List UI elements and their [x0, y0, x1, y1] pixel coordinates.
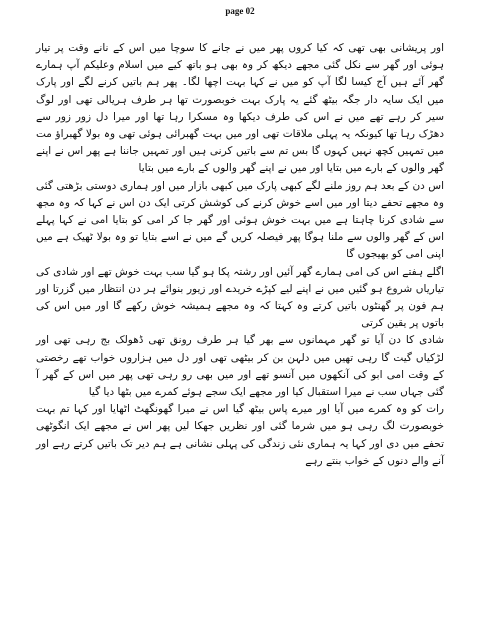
paragraph: رات کو وہ کمرے میں آیا اور میرے پاس بیٹھ گیا اس نے میرا گھونگھٹ اٹھایا اور کہا تم بہت خوبصورت لگ رہی ہو میں شرما گئی اور نظریں جھکا لیں پھر اس نے مجھے ایک انگوٹھی تحفے میں دی اور کہا یہ ہماری نئی زندگی کی پہلی نشانی ہے ہم دیر تک باتیں کرتے رہے اور آنے والے دنوں کے خواب بنتے رہے — [36, 403, 444, 467]
page-header: page 02 — [225, 6, 255, 16]
paragraph: اور پریشانی بھی تھی کہ کیا کروں پھر میں نے جانے کا سوچا میں اس کے نانے وقت پر تیار ہوئی اور گھر سے نکل گئی مجھے دیکھ کر وہ بھی ہو باتھ کیے میں اسلام وعلیکم آپ ہمارے گھر آئے ہیں آج کیسا لگا آپ کو میں نے کہا بہت اچھا لگا۔ پھر ہم باتیں کرنے لگے اور پارک میں ایک سایہ دار جگہ بیٹھ گئے یہ پارک بہت خوبصورت تھا ہر طرف ہریالی تھی اور لوگ سیر کر رہے تھے میں نے اس کی طرف دیکھا وہ مسکرا رہا تھا اور میرا دل زور زور سے دھڑک رہا تھا کیونکہ یہ پہلی ملاقات تھی اور میں بہت گھبرائی ہوئی تھی وہ بولا گھبراؤ مت میں تمہیں کچھ نہیں کہوں گا بس تم سے باتیں کرنی ہیں اور تمہیں جاننا ہے پھر اس نے اپنے گھر والوں کے بارے میں بتایا اور میں نے اپنے گھر والوں کے بارے میں بتایا — [36, 42, 444, 175]
paragraph: اس دن کے بعد ہم روز ملنے لگے کبھی پارک میں کبھی بازار میں اور ہماری دوستی بڑھتی گئی وہ مجھے تحفے دیتا اور میں اسے خوش کرنے کی کوشش کرتی ایک دن اس نے کہا کہ وہ مجھ سے شادی کرنا چاہتا ہے میں بہت خوش ہوئی اور گھر جا کر امی کو بتایا امی نے کہا پہلے اس کے گھر والوں سے ملنا ہوگا پھر فیصلہ کریں گے میں نے اسے بتایا تو وہ بولا ٹھیک ہے میں اپنی امی کو بھیجوں گا — [36, 179, 444, 261]
body-text — [36, 40, 444, 470]
paragraph: شادی کا دن آیا تو گھر مہمانوں سے بھر گیا ہر طرف رونق تھی ڈھولک بج رہی تھی اور لڑکیاں گیت گا رہی تھیں میں دلہن بن کر بیٹھی تھی اور دل میں ہزاروں خواب تھے رخصتی کے وقت امی ابو کی آنکھوں میں آنسو تھے اور میں بھی رو رہی تھی پھر میں اس کے گھر آ گئی جہاں سب نے میرا استقبال کیا اور مجھے ایک سجے ہوئے کمرے میں بٹھا دیا گیا — [36, 334, 444, 399]
paragraph: اگلے ہفتے اس کی امی ہمارے گھر آئیں اور رشتہ پکا ہو گیا سب بہت خوش تھے اور شادی کی تیاریاں شروع ہو گئیں میں نے اپنے لیے کپڑے خریدے اور زیور بنوائے ہر دن انتظار میں گزرتا اور ہم فون پر گھنٹوں باتیں کرتے وہ کہتا کہ وہ مجھے ہمیشہ خوش رکھے گا اور میں اس کی باتوں پر یقین کرتی — [36, 265, 444, 330]
